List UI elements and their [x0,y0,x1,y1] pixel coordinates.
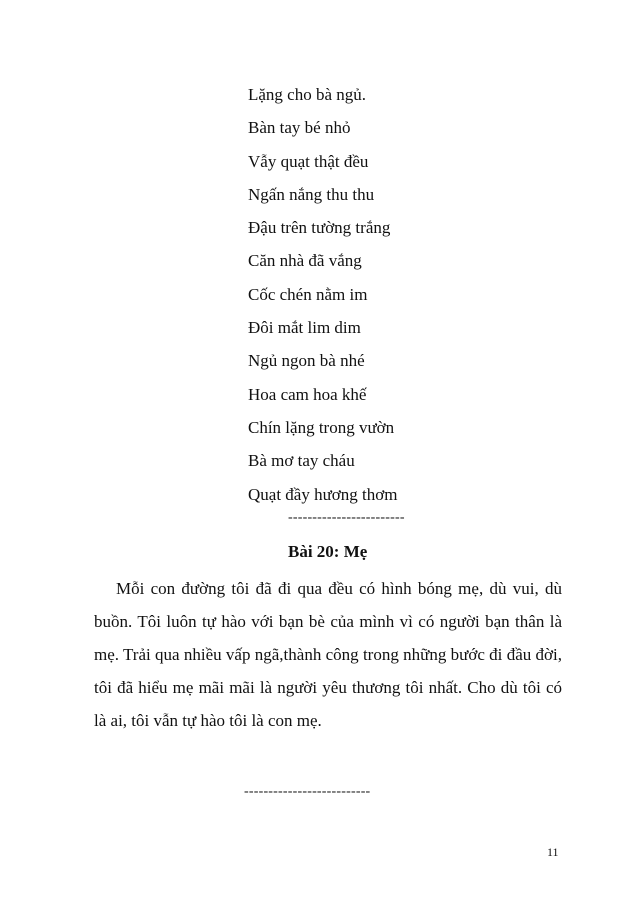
poem-line: Căn nhà đã vắng [248,251,362,271]
poem-line: Đậu trên tường trắng [248,218,391,238]
poem [248,78,397,511]
poem-line: Cốc chén nằm im [248,284,368,304]
poem-line: Bà mơ tay cháu [248,451,355,471]
separator-bottom: -------------------------- [244,784,371,799]
poem-line: Quạt đầy hương thơm [248,484,398,504]
poem-line: Hoa cam hoa khế [248,384,367,404]
lesson-paragraph: Mỗi con đường tôi đã đi qua đều có hình bóng mẹ, dù vui, dù buồn. Tôi luôn tự hào với bạn bè của mình vì có người bạn thân là mẹ. Trải qua nhiều vấp ngã,thành công trong những bước đi đầu đời, tôi đã hiểu mẹ mãi mãi là người yêu thương tôi nhất. Cho dù tôi có là ai, tôi vẫn tự hào tôi là con mẹ. [94,579,562,730]
page-number: 11 [547,845,559,859]
poem-line: Ngấn nắng thu thu [248,184,375,204]
poem-line: Chín lặng trong vườn [248,417,395,437]
poem-line: Ngủ ngon bà nhé [248,351,365,371]
lesson-title: Bài 20: Mẹ [288,542,368,561]
separator-top: ------------------------ [288,510,405,525]
poem-line: Vẫy quạt thật đều [248,151,369,171]
poem-line: Lặng cho bà ngủ. [248,85,367,104]
poem-line: Bàn tay bé nhỏ [248,118,351,138]
poem-line: Đôi mắt lim dim [248,318,361,338]
